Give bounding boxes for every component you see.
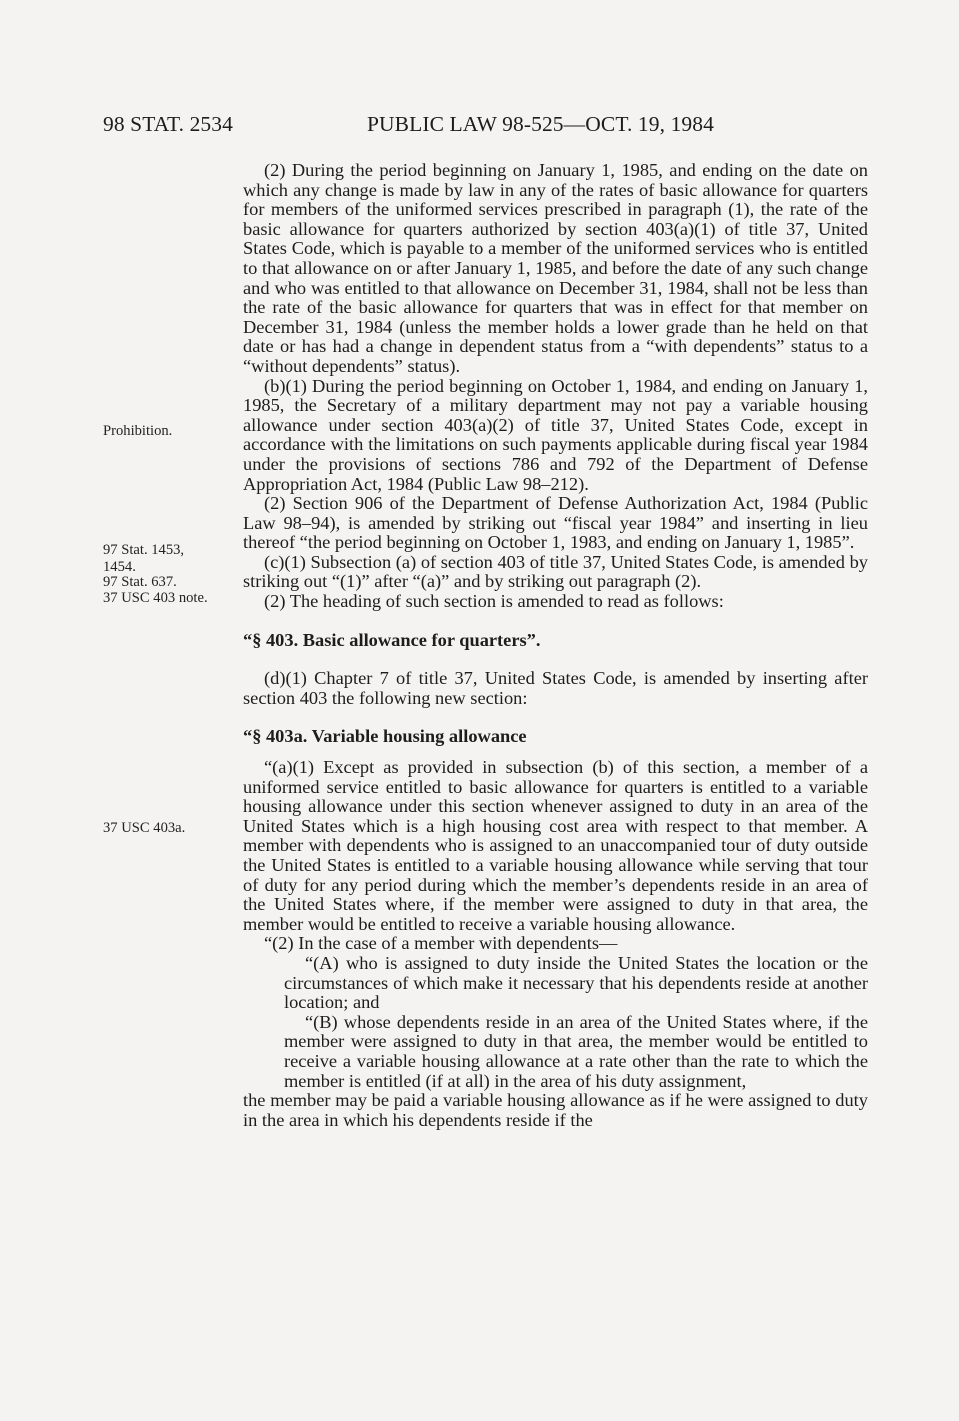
paragraph-b1: (b)(1) During the period beginning on October 1, 1984, and ending on January 1, 1985, the Secretary of a military department may not pay a variable housing allowance under section 403(a)(2) of title 37, United States Code, except in accordance with the limitations on such payments applicable during fiscal year 1984 under the provisions of sections 786 and 792 of the Department of Defense Appropriation Act, 1984 (Public Law 98–212). [243, 375, 868, 494]
margin-note-stat-637: 97 Stat. 637. [103, 574, 177, 590]
page-stat-citation: 98 STAT. 2534 [103, 112, 233, 136]
paragraph-d1: (d)(1) Chapter 7 of title 37, United States Code, is amended by inserting after section 403 the following new section: [243, 668, 868, 708]
margin-note-usc-403a: 37 USC 403a. [103, 820, 186, 836]
paragraph-403a-a2: “(2) In the case of a member with dependents— [264, 933, 618, 954]
margin-note-stat-1453: 97 Stat. 1453, [103, 542, 185, 558]
statute-text [243, 161, 868, 1130]
paragraph-403a-a2-continuation: the member may be paid a variable housing allowance as if he were assigned to duty in the area in which his dependents reside if the [243, 1090, 868, 1130]
paragraph-c2: (2) The heading of such section is amended to read as follows: [264, 591, 724, 612]
paragraph-403a-a2-A: “(A) who is assigned to duty inside the United States the location or the circumstances of which make it necessary that his dependents reside at another location; and [284, 952, 868, 1013]
margin-note-prohibition: Prohibition. [103, 423, 173, 439]
paragraph-403a-a2-B: “(B) whose dependents reside in an area of the United States where, if the member were assigned to duty in that area, the member would be entitled to receive a variable housing allowance at a rate other than the rate to which the member is entitled (if at all) in the area of his duty assignment, [284, 1011, 868, 1091]
page-title: PUBLIC LAW 98-525—OCT. 19, 1984 [367, 112, 714, 136]
margin-note-stat-1454: 1454. [103, 559, 136, 575]
paragraph-c1: (c)(1) Subsection (a) of section 403 of title 37, United States Code, is amended by striking out “(1)” after “(a)” and by striking out paragraph (2). [243, 551, 868, 592]
paragraph-a2: (2) During the period beginning on January 1, 1985, and ending on the date on which any change is made by law in any of the rates of basic allowance for quarters for members of the uniformed services prescribed in paragraph (1), the rate of the basic allowance for quarters authorized by section 403(a)(1) of title 37, United States Code, which is payable to a member of the uniformed services who is entitled to that allowance on or after January 1, 1985, and before the date of any such change and who was entitled to that allowance on December 31, 1984, shall not be less than the rate of the basic allowance for quarters that was in effect for that member on December 31, 1984 (unless the member holds a lower grade than he held on that date or has had a change in dependent status from a “with dependents” status to a “without dependents” status). [243, 160, 868, 376]
page-header [103, 112, 873, 140]
paragraph-b2: (2) Section 906 of the Department of Defense Authorization Act, 1984 (Public Law 98–94), is amended by striking out “fiscal year 1984” and inserting in lieu thereof “the period beginning on October 1, 1983, and ending on January 1, 1985”. [243, 493, 868, 553]
margin-note-usc-403-note: 37 USC 403 note. [103, 590, 208, 606]
section-heading-403a: “§ 403a. Variable housing allowance [243, 726, 527, 747]
section-heading-403: “§ 403. Basic allowance for quarters”. [243, 629, 541, 650]
paragraph-403a-a1: “(a)(1) Except as provided in subsection (b) of this section, a member of a uniformed service entitled to basic allowance for quarters is entitled to a variable housing allowance under this section whenever assigned to duty in an area of the United States which is a high housing cost area with respect to that member. A member with dependents who is assigned to an unaccompanied tour of duty outside the United States is entitled to a variable housing allowance while serving that tour of duty for any period during which the member’s dependents reside in an area of the United States where, if the member were assigned to duty in that area, the member would be entitled to receive a variable housing allowance. [243, 757, 868, 934]
